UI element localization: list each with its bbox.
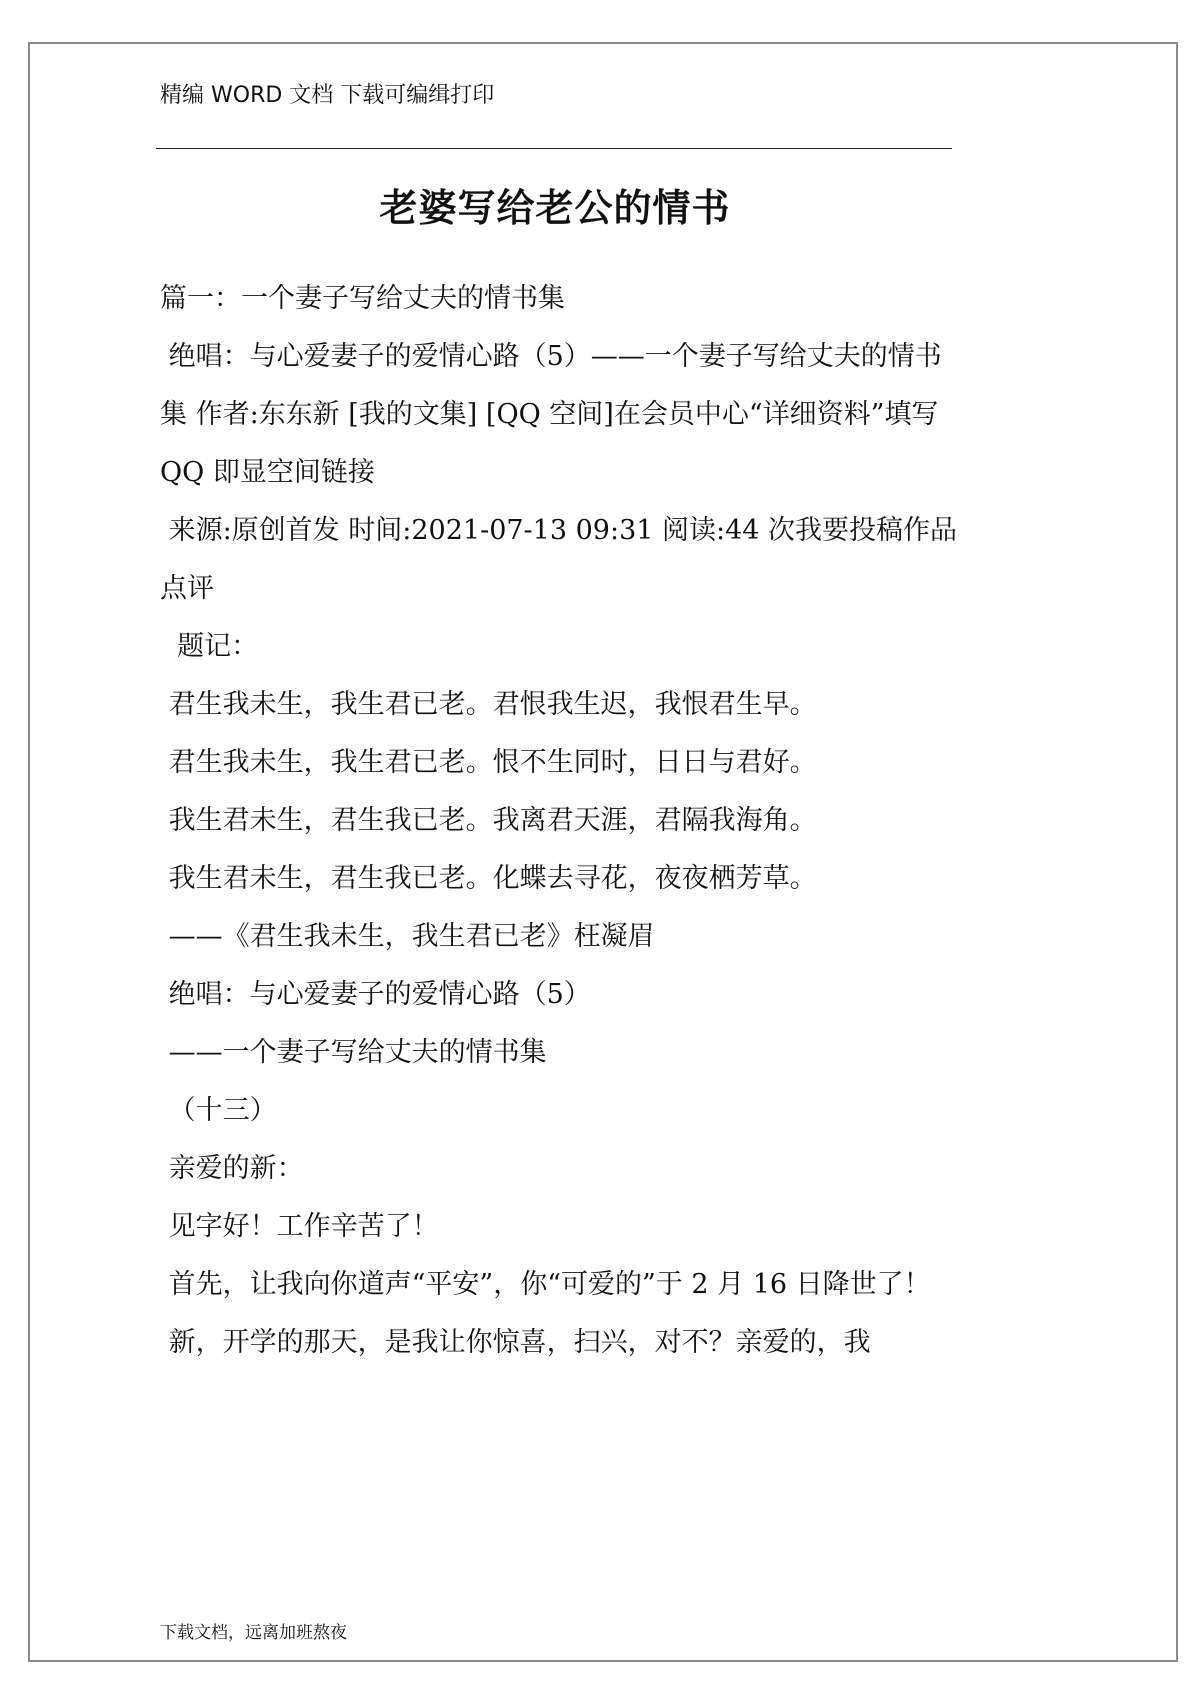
paragraph: 首先，让我向你道声“平安”，你“可爱的”于 2 月 16 日降世了！ bbox=[160, 1269, 931, 1300]
paragraph: 来源:原创首发 时间:2021-07-13 09:31 阅读:44 次我要投稿作品点评 bbox=[160, 515, 958, 604]
paragraph: 新，开学的那天，是我让你惊喜，扫兴，对不？亲爱的，我 bbox=[160, 1327, 871, 1358]
paragraph: ——《君生我未生，我生君已老》枉凝眉 bbox=[160, 921, 655, 952]
document-body bbox=[160, 270, 960, 1372]
document-title: 老婆写给老公的情书 bbox=[379, 185, 731, 231]
paragraph: 题记： bbox=[160, 631, 259, 662]
paragraph: 绝唱：与心爱妻子的爱情心路（5） bbox=[160, 979, 591, 1010]
paragraph: （十三） bbox=[160, 1095, 277, 1126]
paragraph: 君生我未生，我生君已老。恨不生同时，日日与君好。 bbox=[160, 747, 817, 778]
paragraph: 绝唱：与心爱妻子的爱情心路（5）——一个妻子写给丈夫的情书集 作者:东东新 [我的文集] [QQ 空间]在会员中心“详细资料”填写 QQ 即显空间链接 bbox=[160, 341, 942, 488]
header-text: 精编 WORD 文档 下载可编缉打印 bbox=[160, 83, 495, 108]
paragraph: 见字好！工作辛苦了！ bbox=[160, 1211, 439, 1242]
paragraph: 亲爱的新： bbox=[160, 1153, 304, 1184]
paragraph: 我生君未生，君生我已老。我离君天涯，君隔我海角。 bbox=[160, 805, 817, 836]
footer-text: 下载文档，远离加班熬夜 bbox=[160, 1623, 347, 1643]
paragraph: ——一个妻子写给丈夫的情书集 bbox=[160, 1037, 547, 1068]
paragraph: 我生君未生，君生我已老。化蝶去寻花，夜夜栖芳草。 bbox=[160, 863, 817, 894]
paragraph: 君生我未生，我生君已老。君恨我生迟，我恨君生早。 bbox=[160, 689, 817, 720]
paragraph: 篇一：一个妻子写给丈夫的情书集 bbox=[160, 283, 565, 314]
header-divider bbox=[156, 148, 952, 149]
